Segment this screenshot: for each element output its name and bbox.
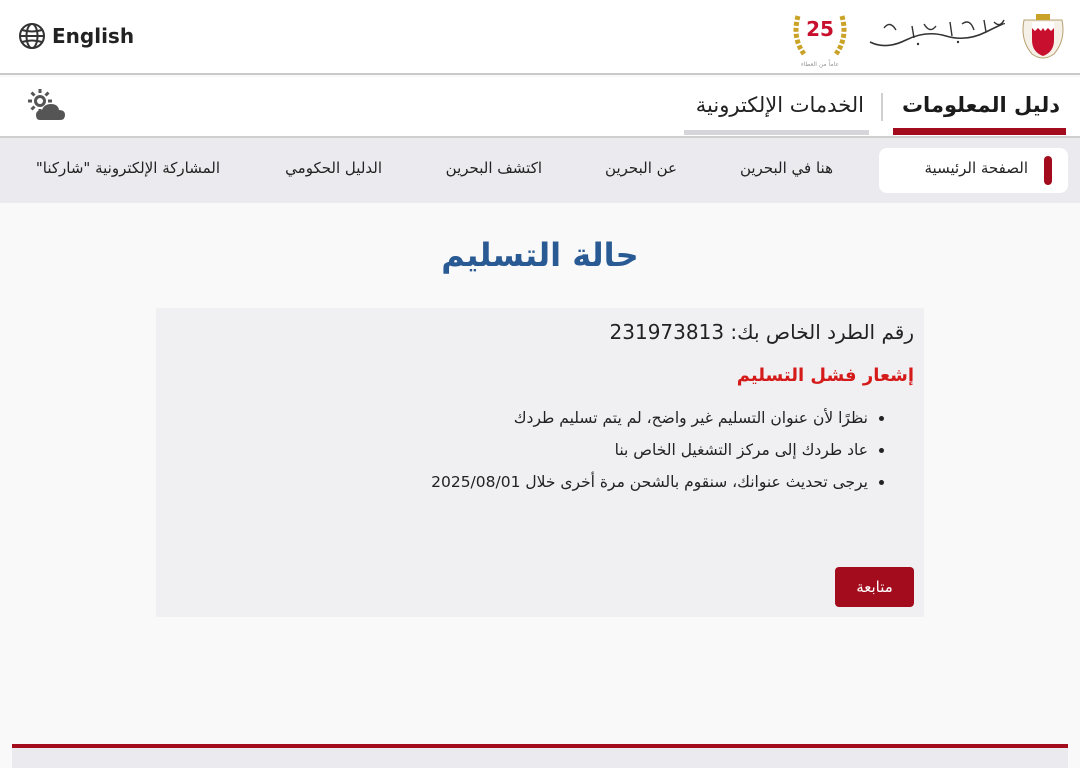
globe-icon bbox=[18, 22, 46, 50]
delivery-status-card bbox=[156, 308, 924, 617]
nav-item-home[interactable] bbox=[879, 148, 1068, 193]
main-nav bbox=[0, 138, 1080, 203]
footer bbox=[12, 748, 1068, 768]
notice-list bbox=[431, 406, 868, 502]
tab-divider bbox=[881, 93, 883, 121]
delivery-failure-notice: إشعار فشل التسليم bbox=[736, 365, 914, 386]
tab-eservices[interactable]: الخدمات الإلكترونية bbox=[695, 93, 864, 117]
anniversary-25-badge bbox=[790, 4, 850, 70]
tab-info-directory[interactable]: دليل المعلومات bbox=[901, 93, 1060, 117]
language-label: English bbox=[52, 24, 135, 48]
parcel-number: رقم الطرد الخاص بك: 231973813 bbox=[609, 320, 914, 344]
nav-home-label: الصفحة الرئيسية bbox=[924, 159, 1028, 177]
language-switch[interactable] bbox=[18, 22, 134, 50]
nav-item-gov-directory[interactable]: الدليل الحكومي bbox=[285, 159, 382, 177]
active-tab-underline bbox=[893, 128, 1066, 135]
active-indicator bbox=[1044, 156, 1052, 185]
page-title: حالة التسليم bbox=[441, 236, 639, 274]
anniversary-number: 25 bbox=[806, 17, 834, 41]
bahrain-emblem-icon bbox=[1020, 10, 1066, 62]
eservices-tab-underline bbox=[684, 130, 869, 135]
section-tabs bbox=[0, 77, 1080, 138]
government-logo bbox=[866, 14, 1008, 54]
nav-item-discover-bahrain[interactable]: اكتشف البحرين bbox=[445, 159, 542, 177]
top-header bbox=[0, 0, 1080, 75]
anniversary-caption: عاماً من العطاء bbox=[800, 61, 840, 68]
list-item: • يرجى تحديث عنوانك، سنقوم بالشحن مرة أخرى خلال 2025/08/01 bbox=[431, 470, 868, 502]
nav-item-participation[interactable]: المشاركة الإلكترونية "شاركنا" bbox=[35, 159, 220, 177]
weather-icon[interactable] bbox=[26, 88, 66, 122]
nav-item-about-bahrain[interactable]: عن البحرين bbox=[605, 159, 677, 177]
continue-button[interactable]: متابعة bbox=[835, 567, 914, 607]
list-item: • نظرًا لأن عنوان التسليم غير واضح، لم يتم تسليم طردك bbox=[431, 406, 868, 438]
nav-item-here-in-bahrain[interactable]: هنا في البحرين bbox=[739, 159, 833, 177]
list-item: • عاد طردك إلى مركز التشغيل الخاص بنا bbox=[431, 438, 868, 470]
